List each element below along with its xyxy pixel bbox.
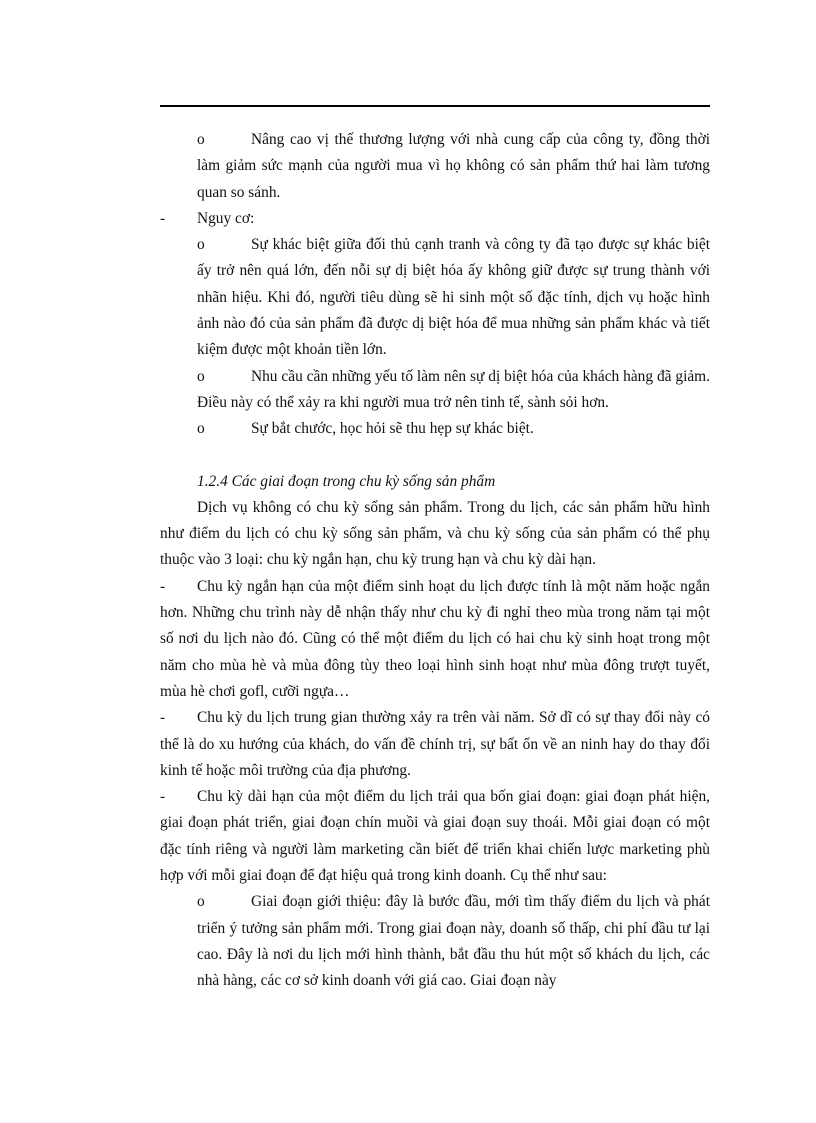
dash-bullet: - (160, 788, 166, 806)
bullet-item (197, 889, 710, 994)
circle-bullet-icon: o (197, 236, 205, 254)
bullet-item (197, 364, 710, 417)
header-rule (160, 105, 710, 107)
circle-bullet-icon: o (197, 367, 205, 385)
section-heading: 1.2.4 Các giai đoạn trong chu kỳ sống sản phẩm (197, 472, 496, 490)
bullet-item (197, 232, 710, 363)
dash-text: Chu kỳ du lịch trung gian thường xảy ra trên vài năm. Sở dĩ có sự thay đổi này có thể là do xu hướng của khách, do vấn đề chính trị, sự bất ổn về an ninh hay do thay đổi kinh tế hoặc môi trường của địa phương. (160, 709, 710, 779)
dash-item-long (160, 784, 710, 889)
circle-bullet-icon: o (197, 131, 205, 148)
bullet-text: Sự khác biệt giữa đối thủ cạnh tranh và công ty đã tạo được sự khác biệt ấy trở nên quá lớn, đến nỗi sự dị biệt hóa ấy không giữ được sự trung thành với nhãn hiệu. Khi đó, người tiêu dùng sẽ hi sinh một số đặc tính, dịch vụ hoặc hình ảnh nào đó của sản phẩm đã được dị biệt hóa để mua những sản phẩm khác và tiết kiệm được một khoản tiền lớn. (197, 236, 710, 359)
circle-bullet-icon: o (197, 420, 205, 438)
dash-bullet: - (160, 709, 166, 727)
bullet-text: Nâng cao vị thế thương lượng với nhà cung cấp của công ty, đồng thời làm giảm sức mạnh của người mua vì họ không có sản phẩm thứ hai làm tương quan so sánh. (197, 131, 710, 201)
dash-text: Chu kỳ dài hạn của một điểm du lịch trải qua bốn giai đoạn: giai đoạn phát hiện, giai đoạn phát triển, giai đoạn chín muồi và giai đoạn suy thoái. Mỗi giai đoạn có một đặc tính riêng và người làm marketing cần biết để triển khai chiến lược marketing phù hợp với mỗi giai đoạn để đạt hiệu quả trong kinh doanh. Cụ thể như sau: (160, 788, 710, 885)
bullet-text: Nhu cầu cần những yếu tố làm nên sự dị biệt hóa của khách hàng đã giảm. Điều này có thể xảy ra khi người mua trở nên tinh tế, sành sỏi hơn. (197, 367, 710, 411)
dash-item-short (160, 574, 710, 705)
dash-item-risk (160, 206, 710, 232)
circle-bullet-icon: o (197, 893, 205, 911)
dash-item-medium (160, 705, 710, 784)
dash-bullet: - (160, 577, 166, 595)
bullet-text: Giai đoạn giới thiệu: đây là bước đầu, mới tìm thấy điểm du lịch và phát triển ý tưởng sản phẩm mới. Trong giai đoạn này, doanh số thấp, chi phí đầu tư lại cao. Đây là nơi du lịch mới hình thành, bắt đầu thu hút một số khách du lịch, các nhà hàng, các cơ sở kinh doanh với giá cao. Giai đoạn này (197, 893, 710, 990)
risk-label: Nguy cơ: (197, 209, 255, 227)
intro-paragraph: Dịch vụ không có chu kỳ sống sản phẩm. Trong du lịch, các sản phẩm hữu hình như điểm du lịch có chu kỳ sống sản phẩm, và chu kỳ sống của sản phẩm có thể phụ thuộc vào 3 loại: chu kỳ ngắn hạn, chu kỳ trung hạn và chu kỳ dài hạn. (160, 498, 710, 569)
dash-bullet: - (160, 209, 166, 227)
bullet-text: Sự bắt chước, học hỏi sẽ thu hẹp sự khác biệt. (251, 420, 534, 438)
page-body (160, 127, 710, 995)
bullet-item (197, 416, 710, 442)
bullet-item (197, 127, 710, 206)
dash-text: Chu kỳ ngắn hạn của một điểm sinh hoạt du lịch được tính là một năm hoặc ngắn hơn. Những chu trình này dễ nhận thấy như chu kỳ đi nghỉ theo mùa trong năm tại một số nơi du lịch nào đó. Cũng có thể một điểm du lịch có hai chu kỳ sinh hoạt trong một năm cho mùa hè và mùa đông tùy theo loại hình sinh hoạt như mùa đông trượt tuyết, mùa hè chơi gofl, cưỡi ngựa… (160, 577, 710, 700)
